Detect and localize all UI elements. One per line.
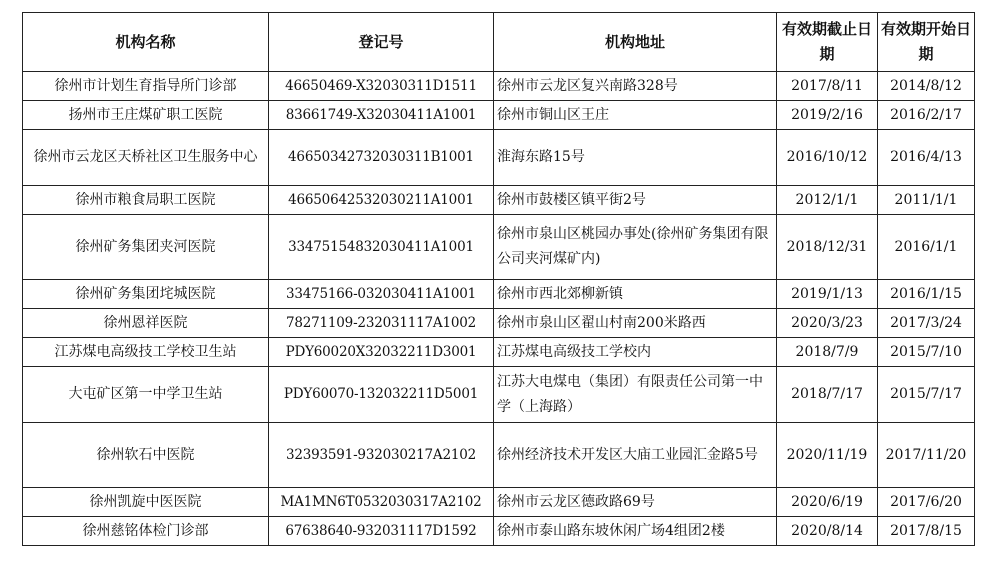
cell-validity-start-date: 2016/1/1 [878,215,975,280]
cell-validity-start-date: 2015/7/17 [878,367,975,423]
cell-institution-name: 徐州市计划生育指导所门诊部 [23,72,269,101]
cell-validity-end-date: 2020/11/19 [777,423,878,488]
cell-validity-end-date: 2017/8/11 [777,72,878,101]
cell-registration-number: 46650642532030211A1001 [269,186,494,215]
cell-institution-address: 徐州市泉山区桃园办事处(徐州矿务集团有限公司夹河煤矿内) [494,215,777,280]
cell-institution-name: 徐州市粮食局职工医院 [23,186,269,215]
cell-registration-number: 46650342732030311B1001 [269,130,494,186]
cell-registration-number: 32393591-932030217A2102 [269,423,494,488]
cell-validity-start-date: 2015/7/10 [878,338,975,367]
cell-registration-number: MA1MN6T0532030317A2102 [269,488,494,517]
cell-institution-name: 徐州矿务集团夹河医院 [23,215,269,280]
header-institution-address: 机构地址 [494,13,777,72]
cell-institution-address: 徐州市泰山路东坡休闲广场4组团2楼 [494,517,777,546]
cell-institution-address: 徐州市鼓楼区镇平街2号 [494,186,777,215]
cell-institution-address: 徐州市云龙区德政路69号 [494,488,777,517]
cell-institution-address: 江苏煤电高级技工学校内 [494,338,777,367]
cell-validity-end-date: 2020/8/14 [777,517,878,546]
cell-validity-start-date: 2017/11/20 [878,423,975,488]
cell-validity-start-date: 2016/2/17 [878,101,975,130]
cell-validity-end-date: 2018/7/9 [777,338,878,367]
header-validity-start-date: 有效期开始日期 [878,13,975,72]
table-row [23,488,975,517]
cell-registration-number: 67638640-932031117D1592 [269,517,494,546]
cell-registration-number: 33475166-032030411A1001 [269,280,494,309]
cell-registration-number: PDY60070-132032211D5001 [269,367,494,423]
table-row [23,186,975,215]
cell-institution-name: 徐州软石中医院 [23,423,269,488]
cell-validity-start-date: 2014/8/12 [878,72,975,101]
cell-validity-start-date: 2017/3/24 [878,309,975,338]
cell-institution-address: 徐州经济技术开发区大庙工业园汇金路5号 [494,423,777,488]
cell-registration-number: 78271109-232031117A1002 [269,309,494,338]
table-row [23,367,975,423]
header-registration-number: 登记号 [269,13,494,72]
cell-institution-address: 徐州市泉山区翟山村南200米路西 [494,309,777,338]
cell-validity-end-date: 2016/10/12 [777,130,878,186]
cell-institution-address: 徐州市西北郊柳新镇 [494,280,777,309]
cell-validity-end-date: 2012/1/1 [777,186,878,215]
cell-registration-number: 46650469-X32030311D1511 [269,72,494,101]
table-row [23,130,975,186]
cell-institution-name: 徐州恩祥医院 [23,309,269,338]
cell-institution-name: 徐州凯旋中医医院 [23,488,269,517]
cell-institution-name: 扬州市王庄煤矿职工医院 [23,101,269,130]
cell-registration-number: 33475154832030411A1001 [269,215,494,280]
table-header-row [23,13,975,72]
table-row [23,215,975,280]
header-institution-name: 机构名称 [23,13,269,72]
table-row [23,309,975,338]
cell-validity-end-date: 2020/3/23 [777,309,878,338]
cell-institution-address: 徐州市铜山区王庄 [494,101,777,130]
cell-institution-address: 徐州市云龙区复兴南路328号 [494,72,777,101]
cell-validity-end-date: 2018/12/31 [777,215,878,280]
cell-registration-number: PDY60020X32032211D3001 [269,338,494,367]
cell-validity-end-date: 2020/6/19 [777,488,878,517]
table-row [23,423,975,488]
cell-registration-number: 83661749-X32030411A1001 [269,101,494,130]
cell-institution-name: 徐州慈铭体检门诊部 [23,517,269,546]
cell-validity-start-date: 2016/4/13 [878,130,975,186]
cell-validity-end-date: 2019/1/13 [777,280,878,309]
cell-validity-start-date: 2016/1/15 [878,280,975,309]
table-row [23,72,975,101]
cell-institution-name: 徐州市云龙区天桥社区卫生服务中心 [23,130,269,186]
table-row [23,280,975,309]
cell-institution-name: 江苏煤电高级技工学校卫生站 [23,338,269,367]
institution-registry-table [22,12,975,546]
cell-institution-name: 徐州矿务集团垞城医院 [23,280,269,309]
cell-institution-name: 大屯矿区第一中学卫生站 [23,367,269,423]
institution-table-sheet [22,12,974,546]
header-validity-end-date: 有效期截止日期 [777,13,878,72]
cell-validity-end-date: 2019/2/16 [777,101,878,130]
table-row [23,338,975,367]
cell-institution-address: 淮海东路15号 [494,130,777,186]
cell-validity-end-date: 2018/7/17 [777,367,878,423]
cell-validity-start-date: 2017/8/15 [878,517,975,546]
cell-validity-start-date: 2011/1/1 [878,186,975,215]
cell-validity-start-date: 2017/6/20 [878,488,975,517]
cell-institution-address: 江苏大电煤电（集团）有限责任公司第一中学（上海路） [494,367,777,423]
table-row [23,101,975,130]
table-row [23,517,975,546]
